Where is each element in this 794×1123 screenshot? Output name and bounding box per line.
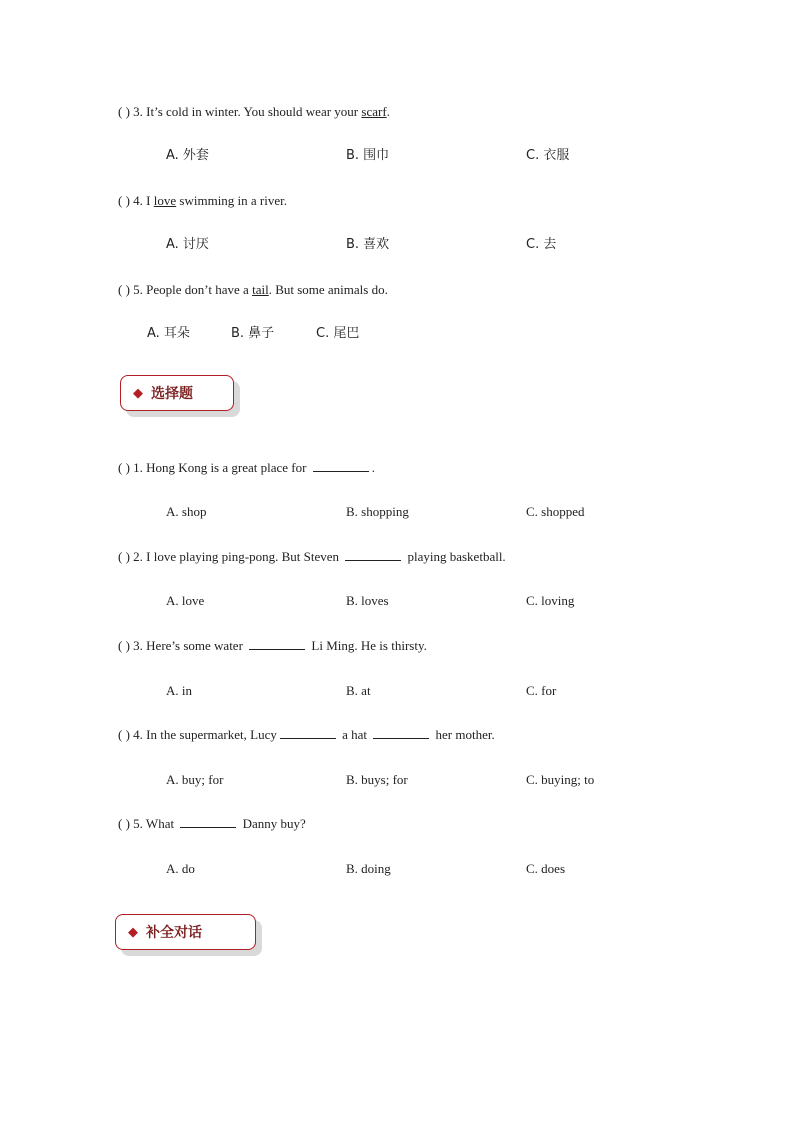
option-c: C. buying; to — [526, 772, 595, 787]
option-c: C. 尾巴 — [316, 326, 360, 341]
section-heading-label: 选择题 — [151, 386, 193, 402]
option-c: C. 去 — [526, 237, 557, 252]
option-b: B. loves — [346, 593, 389, 608]
question-s1-3: ( ) 3. It’s cold in winter. You should wear your scarf. — [118, 104, 390, 119]
question-s1-5: ( ) 5. People don’t have a tail. But some animals do. — [118, 282, 388, 297]
question-s2-4: ( ) 4. In the supermarket, Lucy a hat her mother. — [118, 727, 495, 742]
option-a: A. buy; for — [166, 772, 224, 787]
section-heading-label: 补全对话 — [146, 925, 202, 941]
option-b: B. doing — [346, 861, 391, 876]
option-b: B. buys; for — [346, 772, 408, 787]
section-heading-choice — [120, 375, 234, 411]
option-a: A. in — [166, 683, 192, 698]
answer-blank — [313, 460, 369, 472]
option-c: C. does — [526, 861, 565, 876]
question-s2-2: ( ) 2. I love playing ping-pong. But Steven playing basketball. — [118, 549, 506, 564]
answer-blank — [373, 727, 429, 739]
underlined-word: tail — [252, 282, 269, 297]
option-a: A. 讨厌 — [166, 237, 209, 252]
underlined-word: love — [153, 193, 177, 208]
option-a: A. 外套 — [166, 148, 209, 163]
option-c: C. for — [526, 683, 557, 698]
question-s2-3: ( ) 3. Here’s some water Li Ming. He is thirsty. — [118, 638, 427, 653]
option-b: B. 鼻子 — [231, 326, 275, 341]
answer-blank — [280, 727, 336, 739]
option-b: B. at — [346, 683, 371, 698]
option-c: C. loving — [526, 593, 575, 608]
option-a: A. do — [166, 861, 195, 876]
option-c: C. 衣服 — [526, 148, 570, 163]
option-c: C. shopped — [526, 504, 585, 519]
section-heading-dialog — [115, 914, 256, 950]
answer-blank — [180, 816, 236, 828]
diamond-icon: ◆ — [133, 385, 143, 401]
option-a: A. shop — [166, 504, 207, 519]
option-b: B. shopping — [346, 504, 409, 519]
option-b: B. 喜欢 — [346, 237, 390, 252]
underlined-word: scarf — [361, 104, 387, 119]
diamond-icon: ◆ — [128, 924, 138, 940]
answer-blank — [345, 549, 401, 561]
answer-blank — [249, 638, 305, 650]
option-a: A. 耳朵 — [147, 326, 190, 341]
question-s2-1: ( ) 1. Hong Kong is a great place for . — [118, 460, 375, 475]
option-a: A. love — [166, 593, 205, 608]
question-s1-4: ( ) 4. I love swimming in a river. — [118, 193, 288, 208]
question-s2-5: ( ) 5. What Danny buy? — [118, 816, 306, 831]
option-b: B. 围巾 — [346, 148, 390, 163]
